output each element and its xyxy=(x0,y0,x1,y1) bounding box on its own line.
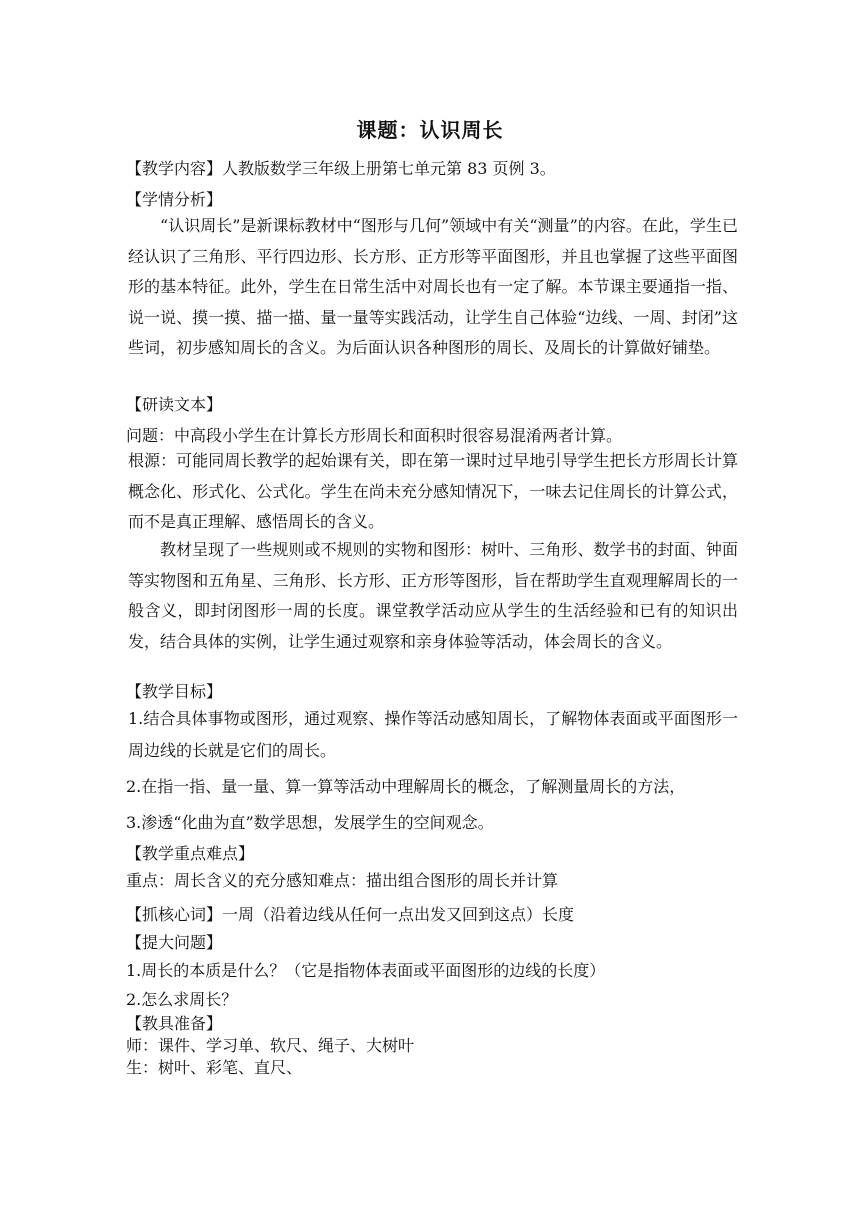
study-textbook-paragraph: 教材呈现了一些规则或不规则的实物和图形：树叶、三角形、数学书的封面、钟面等实物图和五角星、三角形、长方形、正方形等图形，旨在帮助学生直观理解周长的一般含义，即封闭图形一周的长度。课堂教学活动应从学生的生活经验和已有的知识出发，结合具体的实例，让学生通过观察和亲身体验等活动，体会周长的含义。 xyxy=(128,540,738,651)
goal-item-1: 1.结合具体事物或图形，通过观察、操作等活动感知周长，了解物体表面或平面图形一周边线的长就是它们的周长。 xyxy=(128,709,738,760)
big-question-2: 2.怎么求周长？ xyxy=(126,990,238,1009)
study-heading: 【研读文本】 xyxy=(126,395,223,414)
materials-teacher: 师：课件、学习单、软尺、绳子、大树叶 xyxy=(126,1036,415,1055)
big-question-1: 1.周长的本质是什么？（它是指物体表面或平面图形的边线的长度） xyxy=(126,961,606,980)
key-points-heading: 【教学重点难点】 xyxy=(126,844,255,863)
core-word-line: 【抓核心词】一周（沿着边线从任何一点出发又回到这点）长度 xyxy=(126,905,575,924)
study-root-paragraph: 根源：可能同周长教学的起始课有关，即在第一课时过早地引导学生把长方形周长计算概念化、形式化、公式化。学生在尚未充分感知情况下，一味去记住周长的计算公式，而不是真正理解、感悟周长的含义。 xyxy=(128,451,738,531)
study-problem: 问题：中高段小学生在计算长方形周长和面积时很容易混淆两者计算。 xyxy=(126,426,623,445)
key-points-text: 重点：周长含义的充分感知难点：描出组合图形的周长并计算 xyxy=(126,871,559,890)
big-questions-heading: 【提大问题】 xyxy=(126,933,223,952)
document-title: 课题：认识周长 xyxy=(356,118,504,142)
materials-student: 生：树叶、彩笔、直尺、 xyxy=(126,1058,303,1077)
analysis-paragraph: “认识周长”是新课标教材中“图形与几何”领域中有关“测量”的内容。在此，学生已经认识了三角形、平行四边形、长方形、正方形等平面图形，并且也掌握了这些平面图形的基本特征。此外，学生在日常生活中对周长也有一定了解。本节课主要通指一指、说一说、摸一摸、描一描、量一量等实践活动，让学生自己体验“边线、一周、封闭”这些词，初步感知周长的含义。为后面认识各种图形的周长、及周长的计算做好铺垫。 xyxy=(128,216,738,357)
analysis-heading: 【学情分析】 xyxy=(126,190,223,209)
teaching-content-line: 【教学内容】人教版数学三年级上册第七单元第 83 页例 3。 xyxy=(126,159,556,178)
goal-item-2: 2.在指一指、量一量、算一算等活动中理解周长的概念，了解测量周长的方法， xyxy=(126,777,686,796)
materials-heading: 【教具准备】 xyxy=(126,1014,223,1033)
goal-item-3: 3.渗透“化曲为直”数学思想，发展学生的空间观念。 xyxy=(126,813,494,832)
goals-heading: 【教学目标】 xyxy=(126,682,223,701)
